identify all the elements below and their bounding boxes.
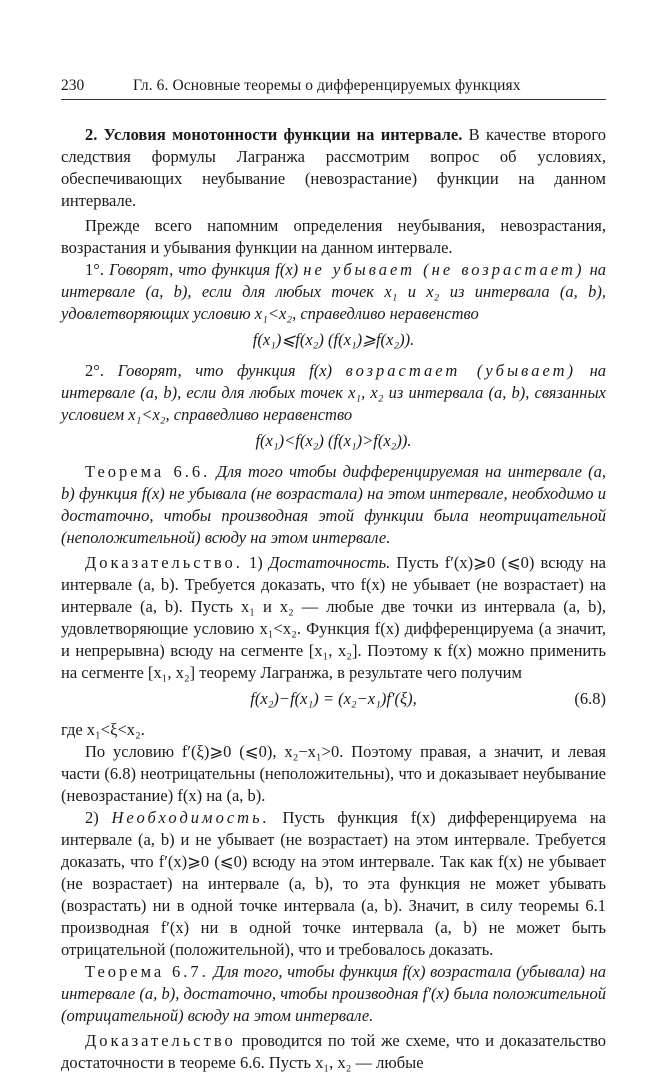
definition-2-formula: f(x₁)<f(x₂) (f(x₁)>f(x₂)). xyxy=(255,431,412,450)
formula-number: (6.8) xyxy=(574,689,606,708)
proof-label: Доказательство. xyxy=(85,553,243,572)
proof-where-clause: где x₁<ξ<x₂. xyxy=(61,720,145,739)
theorem-6-6-text: Для того чтобы дифференцируемая на интервале (a, b) функция f(x) не убывала (не возрастала) на этом интервале, необходимо и достаточно, чтобы производная этой функции была неотрицательной (неположительной) всюду на этом интервале. xyxy=(61,462,607,547)
theorem-6-6-label: Теорема 6.6. xyxy=(85,462,211,481)
proof-theorem-6-7 xyxy=(61,1030,606,1074)
section-intro-paragraph xyxy=(61,124,606,212)
definition-2 xyxy=(61,360,606,426)
proof-part-2-text: Пусть функция f(x) дифференцируема на интервале (a, b) и не убывает (не возрастает) на этом интервале. Требуется доказать, что f′(x)⩾0 (⩽0) всюду на этом интервале. Так как f(x) не убывает (не возрастает) на интервале (a, b), то эта функция не может убывать (возрастать) ни в одной точке интервала (a, b). Значит, в силу теоремы 6.1 производная f′(x) ни в одной точке интервала (a, b) не может быть отрицательной (положительной), что и требовалось доказать. xyxy=(61,808,607,959)
theorem-6-7 xyxy=(61,961,606,1027)
definition-1-lead: Говорят, что функция f(x) xyxy=(109,260,299,279)
proof-part-2-title: Необходимость. xyxy=(111,808,270,827)
lagrange-formula-text: f(x₂)−f(x₁) = (x₂−x₁)f′(ξ), xyxy=(250,689,417,708)
definition-2-body: на интервале (a, b), если для любых точек x₁, x₂ из интервала (a, b), связанных условием x₁<x₂, справедливо неравенство xyxy=(61,361,607,424)
theorem-6-7-text: Для того, чтобы функция f(x) возрастала (убывала) на интервале (a, b), достаточно, чтобы производная f′(x) была положительной (отрицательной) всюду на этом интервале. xyxy=(61,962,607,1025)
theorem-6-6 xyxy=(61,461,606,549)
section-intro-text: В качестве второго следствия формулы Лагранжа рассмотрим вопрос об условиях, обеспечивающих неубывание (невозрастание) функции на данном интервале. xyxy=(61,125,607,210)
proof-part-1-title: Достаточность. xyxy=(268,553,391,572)
proof-part-1-text: Пусть f′(x)⩾0 (⩽0) всюду на интервале (a, b). Требуется доказать, что f(x) не убывает (не возрастает) на интервале (a, b). Пусть x₁ и x₂ — любые две точки из интервала (a, b), удовлетворяющие условию x₁<x₂. Функция f(x) дифференцируема (а значит, и непрерывна) всюду на сегменте [x₁, x₂]. Поэтому к f(x) можно применить на сегменте [x₁, x₂] теорему Лагранжа, в результате чего получим xyxy=(61,553,606,682)
proof-sufficiency xyxy=(61,552,606,684)
page-number: 230 xyxy=(61,77,85,94)
running-title: Гл. 6. Основные теоремы о дифференцируемых функциях xyxy=(133,77,521,94)
definitions-reminder: Прежде всего напомним определения неубывания, невозрастания, возрастания и убывания функции на данном интервале. xyxy=(61,216,606,257)
proof-part-1-number: 1) xyxy=(249,553,263,572)
theorem-6-7-label: Теорема 6.7. xyxy=(85,962,209,981)
definition-1-body: на интервале (a, b), если для любых точек x₁ и x₂ из интервала (a, b), удовлетворяющих условию x₁<x₂, справедливо неравенство xyxy=(61,260,607,323)
page-header xyxy=(61,76,606,100)
definition-2-lead: Говорят, что функция f(x) xyxy=(117,361,333,380)
definition-1-formula: f(x₁)⩽f(x₂) (f(x₁)⩾f(x₂)). xyxy=(252,330,415,349)
proof-2-text: проводится по той же схеме, что и доказательство достаточности в теореме 6.6. Пусть x₁, x₂ — любые xyxy=(61,1031,606,1072)
definition-2-number: 2°. xyxy=(85,361,104,380)
book-page xyxy=(61,76,606,1074)
definition-1-number: 1°. xyxy=(85,260,104,279)
proof-necessity xyxy=(61,807,606,961)
section-heading: 2. Условия монотонности функции на интервале. xyxy=(85,125,463,144)
definition-2-term: возрастает (убывает) xyxy=(345,361,576,380)
definition-1-term: не убывает (не возрастает) xyxy=(303,260,585,279)
proof-2-label: Доказательство xyxy=(85,1031,236,1050)
definition-1 xyxy=(61,259,606,325)
lagrange-formula xyxy=(61,688,606,710)
proof-continuation: По условию f′(ξ)⩾0 (⩽0), x₂−x₁>0. Поэтому правая, а значит, и левая части (6.8) неотрицательны (неположительны), что и доказывает неубывание (невозрастание) f(x) на (a, b). xyxy=(61,742,606,805)
proof-part-2-number: 2) xyxy=(85,808,99,827)
